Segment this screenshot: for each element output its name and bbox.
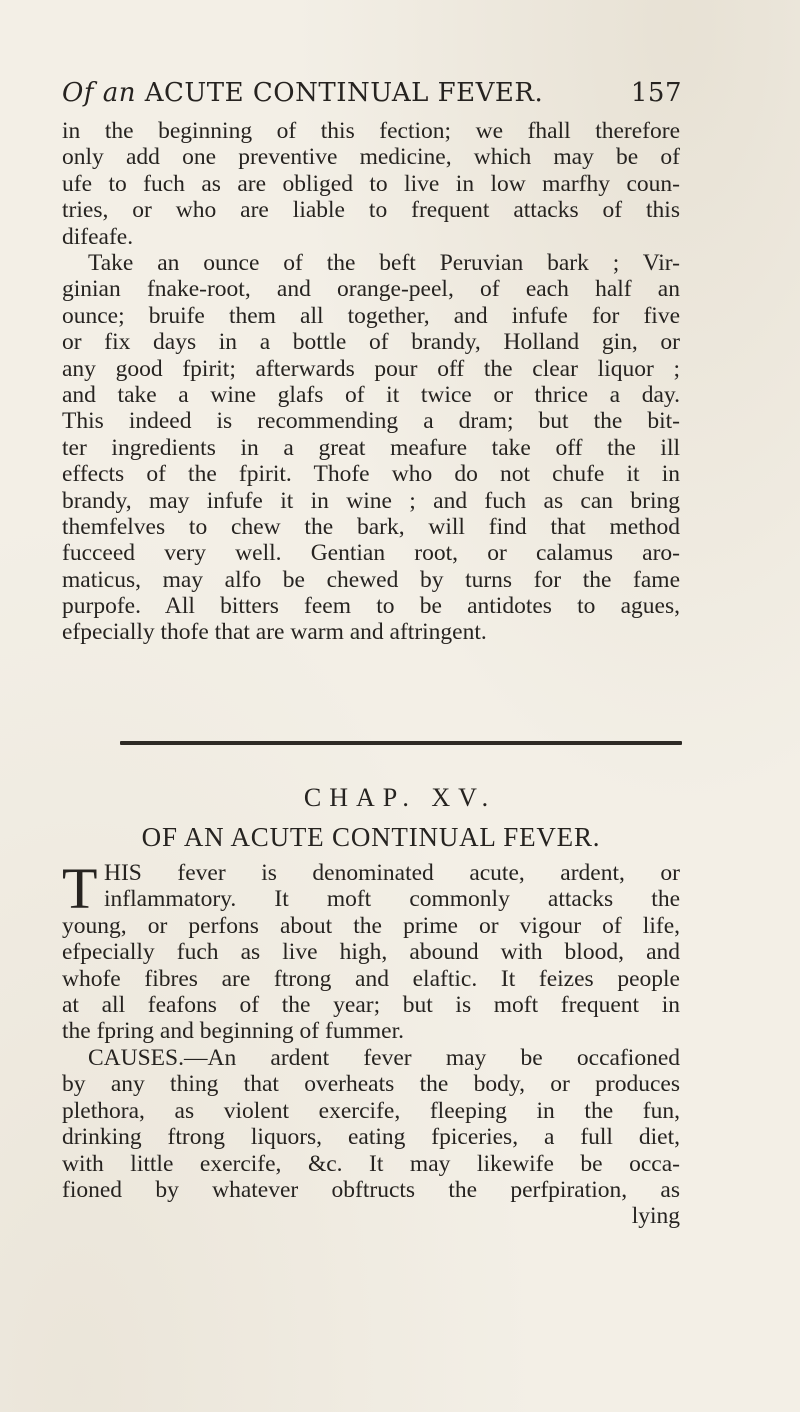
text-line: or fix days in a bottle of brandy, Holland gin, or — [62, 329, 680, 356]
header-title: ACUTE CONTINUAL FEVER. — [144, 78, 544, 108]
text-line: tries, or who are liable to frequent attacks of this — [62, 197, 680, 224]
text-line: inflammatory. It moft commonly attacks the — [104, 886, 680, 913]
text-line: ounce; bruife them all together, and infufe for five — [62, 302, 680, 329]
intro-paragraph — [62, 856, 680, 1045]
text-line: and take a wine glafs of it twice or thrice a day. — [62, 381, 680, 408]
text-line: difeafe. — [62, 223, 134, 250]
chapter-title: OF AN ACUTE CONTINUAL FEVER. — [141, 822, 601, 852]
text-line: the fpring and beginning of fummer. — [62, 1018, 404, 1045]
text-line: purpofe. All bitters feem to be antidotes to agues, — [62, 593, 680, 620]
header-italic: Of an — [62, 78, 136, 108]
text-line: drinking ftrong liquors, eating fpiceries, a full diet, — [62, 1124, 680, 1151]
text-line: maticus, may alfo be chewed by turns for the fame — [62, 566, 680, 593]
section-divider — [120, 741, 682, 745]
text-line: Take an ounce of the beft Peruvian bark ; Vir- — [88, 250, 680, 276]
text-line: at all feafons of the year; but is moft frequent in — [62, 991, 680, 1018]
text-line: efpecially thofe that are warm and aftringent. — [62, 619, 487, 646]
text-line: only add one preventive medicine, which may be of — [62, 144, 680, 171]
text-line: young, or perfons about the prime or vigour of life, — [62, 912, 680, 939]
text-line: by any thing that overheats the body, or produces — [62, 1071, 680, 1098]
text-line: fioned by whatever obftructs the perfpiration, as — [62, 1176, 680, 1203]
text-line: efpecially fuch as live high, abound with blood, and — [62, 939, 680, 966]
text-line: CAUSES.—An ardent fever may be occafioned — [88, 1045, 680, 1071]
text-line: in the beginning of this fection; we fhall therefore — [62, 118, 680, 144]
text-line: whofe fibres are ftrong and elaftic. It feizes people — [62, 965, 680, 992]
text-line: any good fpirit; afterwards pour off the clear liquor ; — [62, 355, 680, 382]
text-line: effects of the fpirit. Thofe who do not chufe it in — [62, 461, 680, 488]
text-line: with little exercife, &c. It may likewife be occa- — [62, 1150, 680, 1177]
catchword: lying — [631, 1203, 680, 1230]
text-line: This indeed is recommending a dram; but the bit- — [62, 408, 680, 435]
text-line: fucceed very well. Gentian root, or calamus aro- — [62, 540, 680, 567]
drop-cap: T — [62, 856, 98, 921]
text-line: brandy, may infufe it in wine ; and fuch as can bring — [62, 487, 680, 514]
running-header — [62, 78, 682, 118]
text-line: ginian fnake-root, and orange-peel, of each half an — [62, 276, 680, 303]
text-line: themfelves to chew the bark, will find that method — [62, 513, 680, 540]
text-line: plethora, as violent exercife, fleeping in the fun, — [62, 1097, 680, 1124]
causes-paragraph — [62, 1045, 680, 1230]
text-line: ufe to fuch as are obliged to live in low marfhy coun- — [62, 170, 680, 197]
continuation-paragraph — [62, 118, 680, 250]
recipe-paragraph — [62, 250, 680, 646]
text-line: ter ingredients in a great meafure take off the ill — [62, 434, 680, 461]
text-line: HIS fever is denominated acute, ardent, or — [104, 860, 680, 886]
chapter-label: CHAP. XV. — [303, 783, 497, 812]
page-number: 157 — [630, 78, 682, 108]
